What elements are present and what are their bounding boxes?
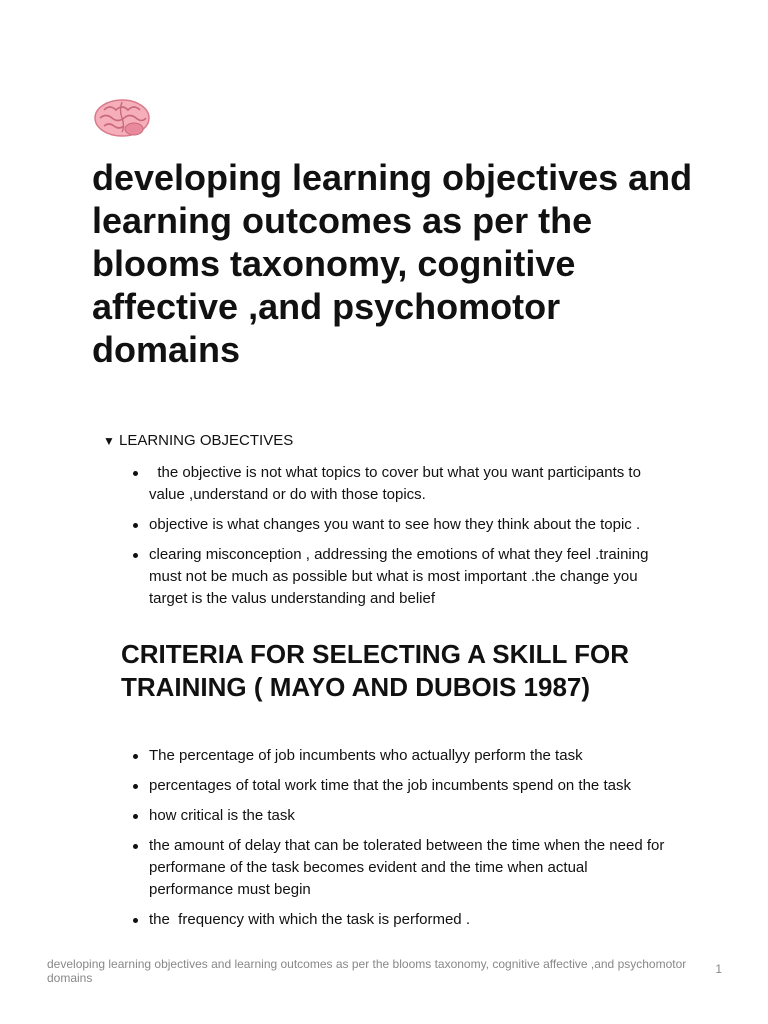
list-item: percentages of total work time that the job incumbents spend on the task: [149, 775, 669, 797]
list-item: how critical is the task: [149, 805, 669, 827]
page-footer: developing learning objectives and learning outcomes as per the blooms taxonomy, cognitive affective ,and psychomotor domains: [47, 957, 687, 985]
list-item: The percentage of job incumbents who actuallyy perform the task: [149, 745, 669, 767]
page-number: 1: [715, 962, 722, 976]
page-title: developing learning objectives and learning outcomes as per the blooms taxonomy, cognitive affective ,and psychomotor domains: [92, 157, 693, 370]
list-item: the objective is not what topics to cover but what you want participants to value ,understand or do with those topics.: [149, 462, 669, 506]
list-item: objective is what changes you want to see how they think about the topic .: [149, 514, 669, 536]
learning-objectives-list: [149, 462, 669, 618]
list-item: clearing misconception , addressing the emotions of what they feel .training must not be much as possible but what is most important .the change you target is the valus understanding and belief: [149, 544, 669, 610]
criteria-list: [149, 745, 669, 939]
triangle-down-icon: ▼: [103, 434, 115, 448]
toggle-learning-objectives[interactable]: [103, 432, 293, 450]
brain-icon: [94, 96, 152, 142]
criteria-heading: CRITERIA FOR SELECTING A SKILL FOR TRAINING ( MAYO AND DUBOIS 1987): [121, 639, 629, 702]
list-item: the amount of delay that can be tolerated between the time when the need for performane of the task becomes evident and the time when actual performance must begin: [149, 835, 669, 901]
list-item: the frequency with which the task is performed .: [149, 909, 669, 931]
toggle-label: LEARNING OBJECTIVES: [119, 432, 294, 449]
